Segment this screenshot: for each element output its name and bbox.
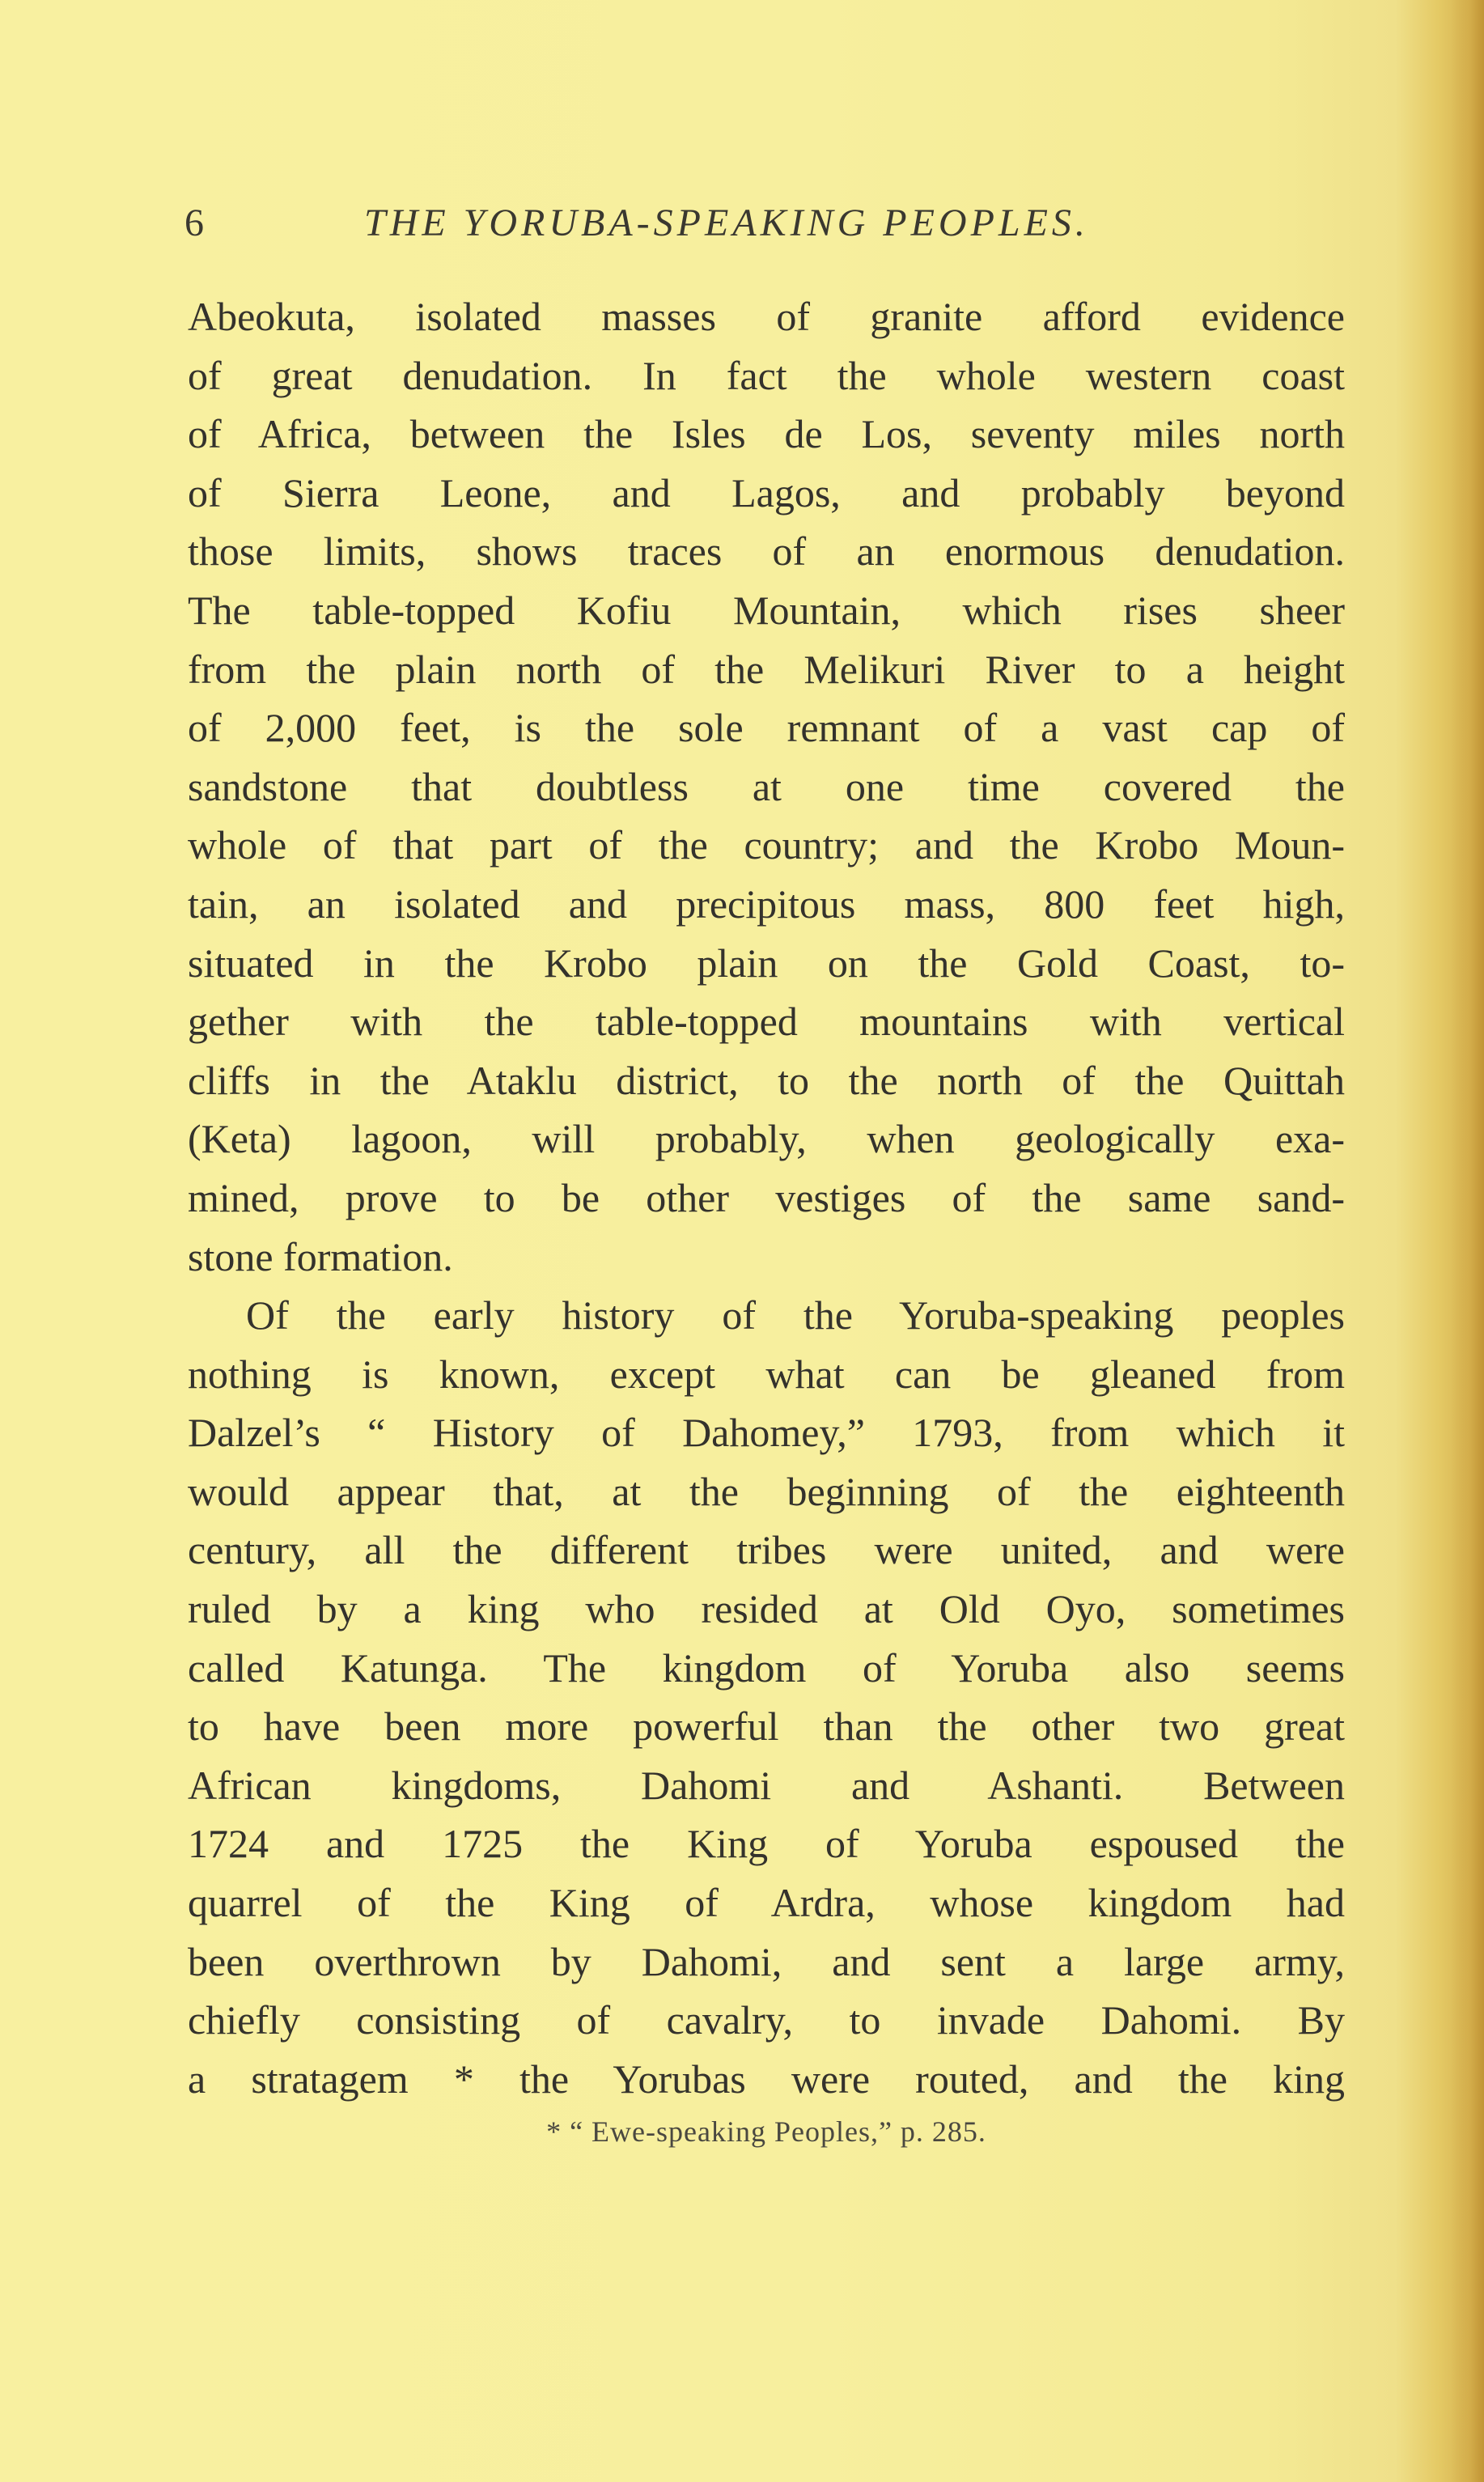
text-line: gether with the table-topped mountains with vertical <box>188 999 1345 1045</box>
text-line: Abeokuta, isolated masses of granite afford evidence <box>188 294 1345 339</box>
text-line: been overthrown by Dahomi, and sent a large army, <box>188 1938 1345 1984</box>
text-line: 1724 and 1725 the King of Yoruba espoused the <box>188 1821 1345 1867</box>
text-line: nothing is known, except what can be gleaned from <box>188 1351 1345 1397</box>
page-edge-shadow <box>1452 0 1484 2482</box>
text-line: of 2,000 feet, is the sole remnant of a vast cap of <box>188 705 1345 751</box>
text-line: of Africa, between the Isles de Los, seventy miles north <box>188 411 1345 457</box>
text-line: cliffs in the Ataklu district, to the north of the Quittah <box>188 1057 1345 1103</box>
text-line: quarrel of the King of Ardra, whose kingdom had <box>188 1880 1345 1926</box>
text-line: of Sierra Leone, and Lagos, and probably beyond <box>188 469 1345 515</box>
text-line: called Katunga. The kingdom of Yoruba also seems <box>188 1644 1345 1691</box>
page-number: 6 <box>184 202 204 244</box>
text-line: sandstone that doubtless at one time covered the <box>188 763 1345 809</box>
text-line: stone formation. <box>188 1233 453 1279</box>
running-title: THE YORUBA-SPEAKING PEOPLES. <box>364 202 1089 244</box>
text-line: chiefly consisting of cavalry, to invade Dahomi. By <box>188 1997 1345 2043</box>
text-line: mined, prove to be other vestiges of the same sand- <box>188 1174 1345 1220</box>
text-line: whole of that part of the country; and the Krobo Moun- <box>188 822 1345 868</box>
text-line: The table-topped Kofiu Mountain, which rises sheer <box>188 587 1345 633</box>
running-head <box>184 191 1382 256</box>
text-line: Dalzel’s “ History of Dahomey,” 1793, from which it <box>188 1410 1345 1456</box>
text-line: African kingdoms, Dahomi and Ashanti. Between <box>188 1762 1345 1808</box>
footnote: * “ Ewe-speaking Peoples,” p. 285. <box>546 2115 986 2148</box>
text-line: ruled by a king who resided at Old Oyo, sometimes <box>188 1586 1345 1632</box>
text-line: situated in the Krobo plain on the Gold Coast, to- <box>188 940 1345 986</box>
text-line: those limits, shows traces of an enormous denudation. <box>188 528 1345 575</box>
body-text <box>188 287 1345 2108</box>
text-line: (Keta) lagoon, will probably, when geologically exa- <box>188 1116 1345 1162</box>
text-line: would appear that, at the beginning of the eighteenth <box>188 1468 1345 1514</box>
text-line: of great denudation. In fact the whole western coast <box>188 352 1345 398</box>
text-line: to have been more powerful than the other two great <box>188 1703 1345 1750</box>
text-line: century, all the different tribes were united, and were <box>188 1527 1345 1573</box>
text-line: tain, an isolated and precipitous mass, 800 feet high, <box>188 880 1345 927</box>
paragraph-start-line: Of the early history of the Yoruba-speaking peoples <box>246 1292 1345 1339</box>
text-line: a stratagem * the Yorubas were routed, and the king <box>188 2056 1345 2102</box>
text-line: from the plain north of the Melikuri River to a height <box>188 646 1345 692</box>
